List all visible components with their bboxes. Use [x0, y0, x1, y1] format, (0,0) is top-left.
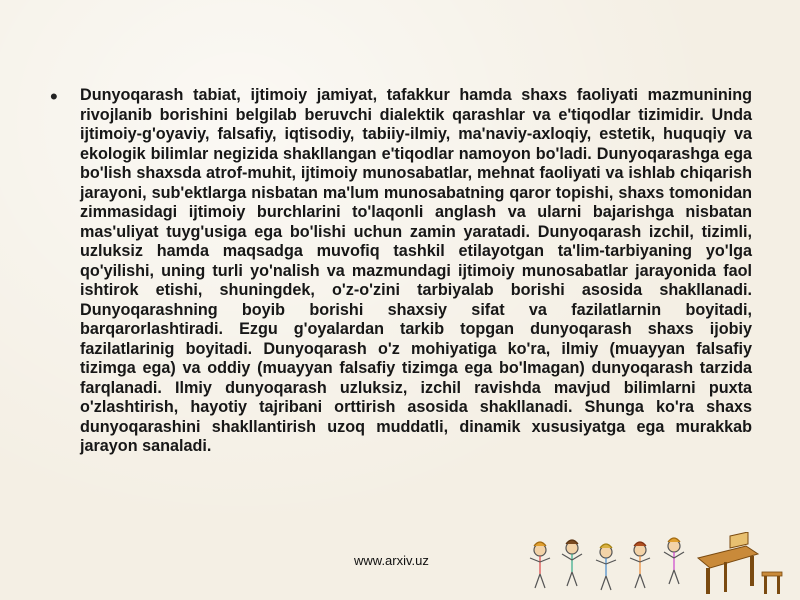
footer-url: www.arxiv.uz: [354, 553, 429, 568]
bullet-marker: •: [50, 84, 58, 109]
children-illustration-icon: [526, 532, 786, 598]
child-figure-5: [664, 538, 684, 584]
child-figure-3: [596, 544, 616, 590]
child-figure-4: [630, 542, 650, 588]
school-desk-icon: [698, 532, 782, 594]
child-figure-1: [530, 542, 550, 588]
child-figure-2: [562, 540, 582, 586]
body-paragraph: Dunyoqarash tabiat, ijtimoiy jamiyat, tafakkur hamda shaxs faoliyati mazmunining rivojlanib borishini belgilab beruvchi dialektik qarashlar va e'tiqodlar tizimidir. Unda ijtimoiy-g'oyaviy, falsafiy, iqtisodiy, tabiiy-ilmiy, ma'naviy-axloqiy, estetik, huquqiy va ekologik bilimlar negizida shakllangan e'tiqodlar namoyon bo'ladi. Dunyoqarashga ega bo'lish shaxsda atrof-muhit, ijtimoiy munosabatlar, mehnat faoliyati va ishlab chiqarish jarayoni, sub'ektlarga nisbatan ma'lum munosabatning qaror topishi, shaxs tomonidan zimmasidagi ijtimoiy burchlarini to'laqonli anglash va ularni bajarishga nisbatan mas'uliyat tuyg'usiga ega bo'lishi uchun zamin yaratadi. Dunyoqarash izchil, tizimli, uzluksiz hamda maqsadga muvofiq tashkil etilayotgan ta'lim-tarbiyaning yo'lga qo'yilishi, uning turli yo'nalish va mazmundagi ijtimoiy munosabatlar jarayonida faol ishtirok etishi, shuningdek, o'z-o'zini tarbiyalab borishi asosida shakllanadi. Dunyoqarashning boyib borishi shaxsiy sifat va fazilatlarnin boyitadi, barqarorlashtiradi. Ezgu g'oyalardan tarkib topgan dunyoqarash shaxs ijobiy fazilatlarinig boyitadi. Dunyoqarash o'z mohiyatiga ko'ra, ilmiy (muayyan falsafiy tizimga ega) va oddiy (muayyan falsafiy tizimga ega bo'lmagan) dunyoqarash tarzida farqlanadi. Ilmiy dunyoqarash uzluksiz, izchil ravishda mavjud bilimlarni puxta o'zlashtirish, hayotiy tajribani orttirish asosida shakllanadi. Shunga ko'ra shaxs dunyoqarashini shakllantirish uzoq muddatli, dinamik xususiyatga ega murakkab jarayon sanaladi.: [80, 86, 752, 455]
